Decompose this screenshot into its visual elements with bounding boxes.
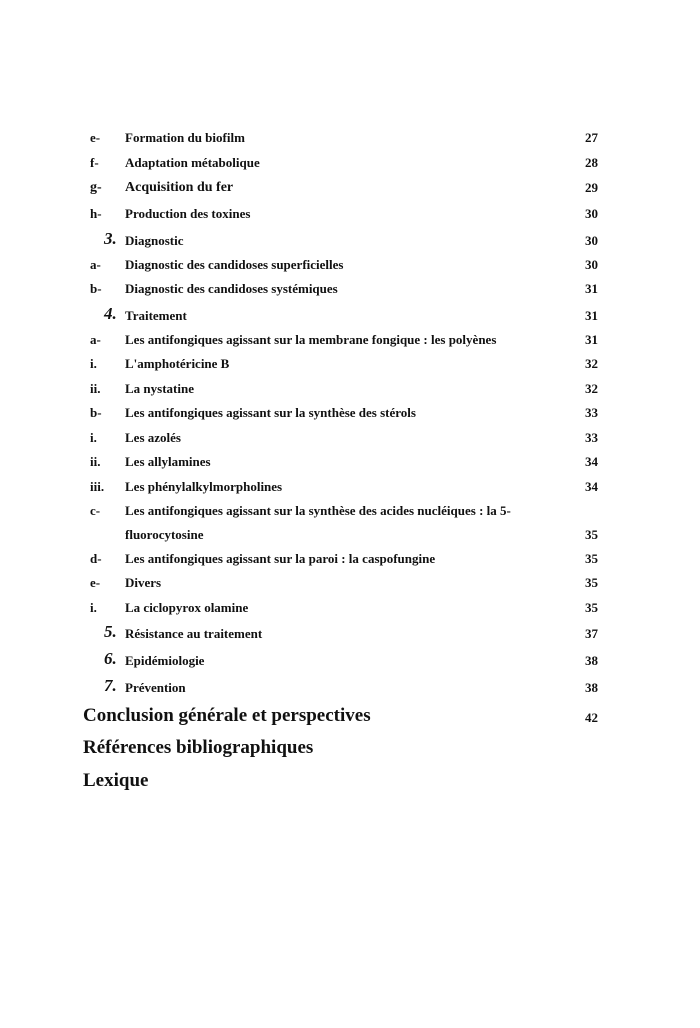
entry-page-number: 42 [585,710,598,725]
entry-title: Les azolés [125,430,181,445]
section-number: 7. [104,676,117,695]
entry-page-number: 32 [585,381,598,396]
entry-title: Divers [125,575,162,590]
entry-page-number: 35 [585,600,598,615]
entry-title: La ciclopyrox olamine [125,600,249,615]
entry-title: fluorocytosine [125,527,204,542]
entry-page-number: 35 [585,575,598,590]
entry-page-number: 37 [585,626,598,641]
entry-page-number: 31 [585,332,598,347]
entry-page-number: 33 [585,430,598,445]
entry-marker: a- [90,257,101,272]
entry-page-number: 34 [585,454,598,469]
entry-marker: ii. [90,381,101,396]
entry-marker: i. [90,430,97,445]
entry-title: Epidémiologie [125,653,205,668]
entry-title: Acquisition du fer [125,180,234,195]
entry-title: L'amphotéricine B [125,356,230,371]
chapter-title: Lexique [83,770,149,791]
entry-page-number: 31 [585,308,598,323]
entry-title: Résistance au traitement [125,626,263,641]
entry-marker: b- [90,405,102,420]
entry-title: Les phénylalkylmorpholines [125,479,283,494]
entry-title: Les antifongiques agissant sur la paroi : la caspofungine [125,551,436,566]
entry-page-number: 30 [585,257,598,272]
entry-marker: f- [90,155,99,170]
entry-marker: i. [90,356,97,371]
entry-title: Formation du biofilm [125,130,245,145]
entry-page-number: 33 [585,405,598,420]
entry-marker: i. [90,600,97,615]
entry-page-number: 35 [585,551,598,566]
entry-page-number: 34 [585,479,598,494]
section-number: 3. [104,229,117,248]
entry-marker: ii. [90,454,101,469]
entry-page-number: 31 [585,281,598,296]
entry-page-number: 32 [585,356,598,371]
entry-title: Les antifongiques agissant sur la membrane fongique : les polyènes [125,332,497,347]
chapter-title: Références bibliographiques [83,737,314,758]
entry-title: Les antifongiques agissant sur la synthèse des stérols [125,405,416,420]
section-number: 4. [104,304,117,323]
section-number: 6. [104,649,117,668]
entry-marker: e- [90,575,101,590]
entry-title: Prévention [125,680,186,695]
entry-marker: g- [90,180,102,195]
entry-marker: b- [90,281,102,296]
entry-page-number: 38 [585,653,598,668]
entry-page-number: 30 [585,206,598,221]
section-number: 5. [104,622,117,641]
chapter-title: Conclusion générale et perspectives [83,705,371,726]
entry-page-number: 38 [585,680,598,695]
entry-page-number: 30 [585,233,598,248]
entry-page-number: 35 [585,527,598,542]
entry-marker: a- [90,332,101,347]
entry-marker: e- [90,130,101,145]
entry-title: Production des toxines [125,206,251,221]
entry-title: Les antifongiques agissant sur la synthèse des acides nucléiques : la 5- [125,503,511,518]
entry-page-number: 29 [585,180,598,195]
entry-title: Diagnostic des candidoses superficielles [125,257,344,272]
entry-marker: d- [90,551,102,566]
entry-title: Les allylamines [125,454,211,469]
entry-page-number: 28 [585,155,598,170]
entry-marker: h- [90,206,102,221]
entry-title: La nystatine [125,381,194,396]
entry-title: Traitement [125,308,187,323]
entry-page-number: 27 [585,130,598,145]
entry-title: Adaptation métabolique [125,155,260,170]
entry-marker: iii. [90,479,105,494]
entry-marker: c- [90,503,101,518]
entry-title: Diagnostic des candidoses systémiques [125,281,338,296]
entry-title: Diagnostic [125,233,184,248]
